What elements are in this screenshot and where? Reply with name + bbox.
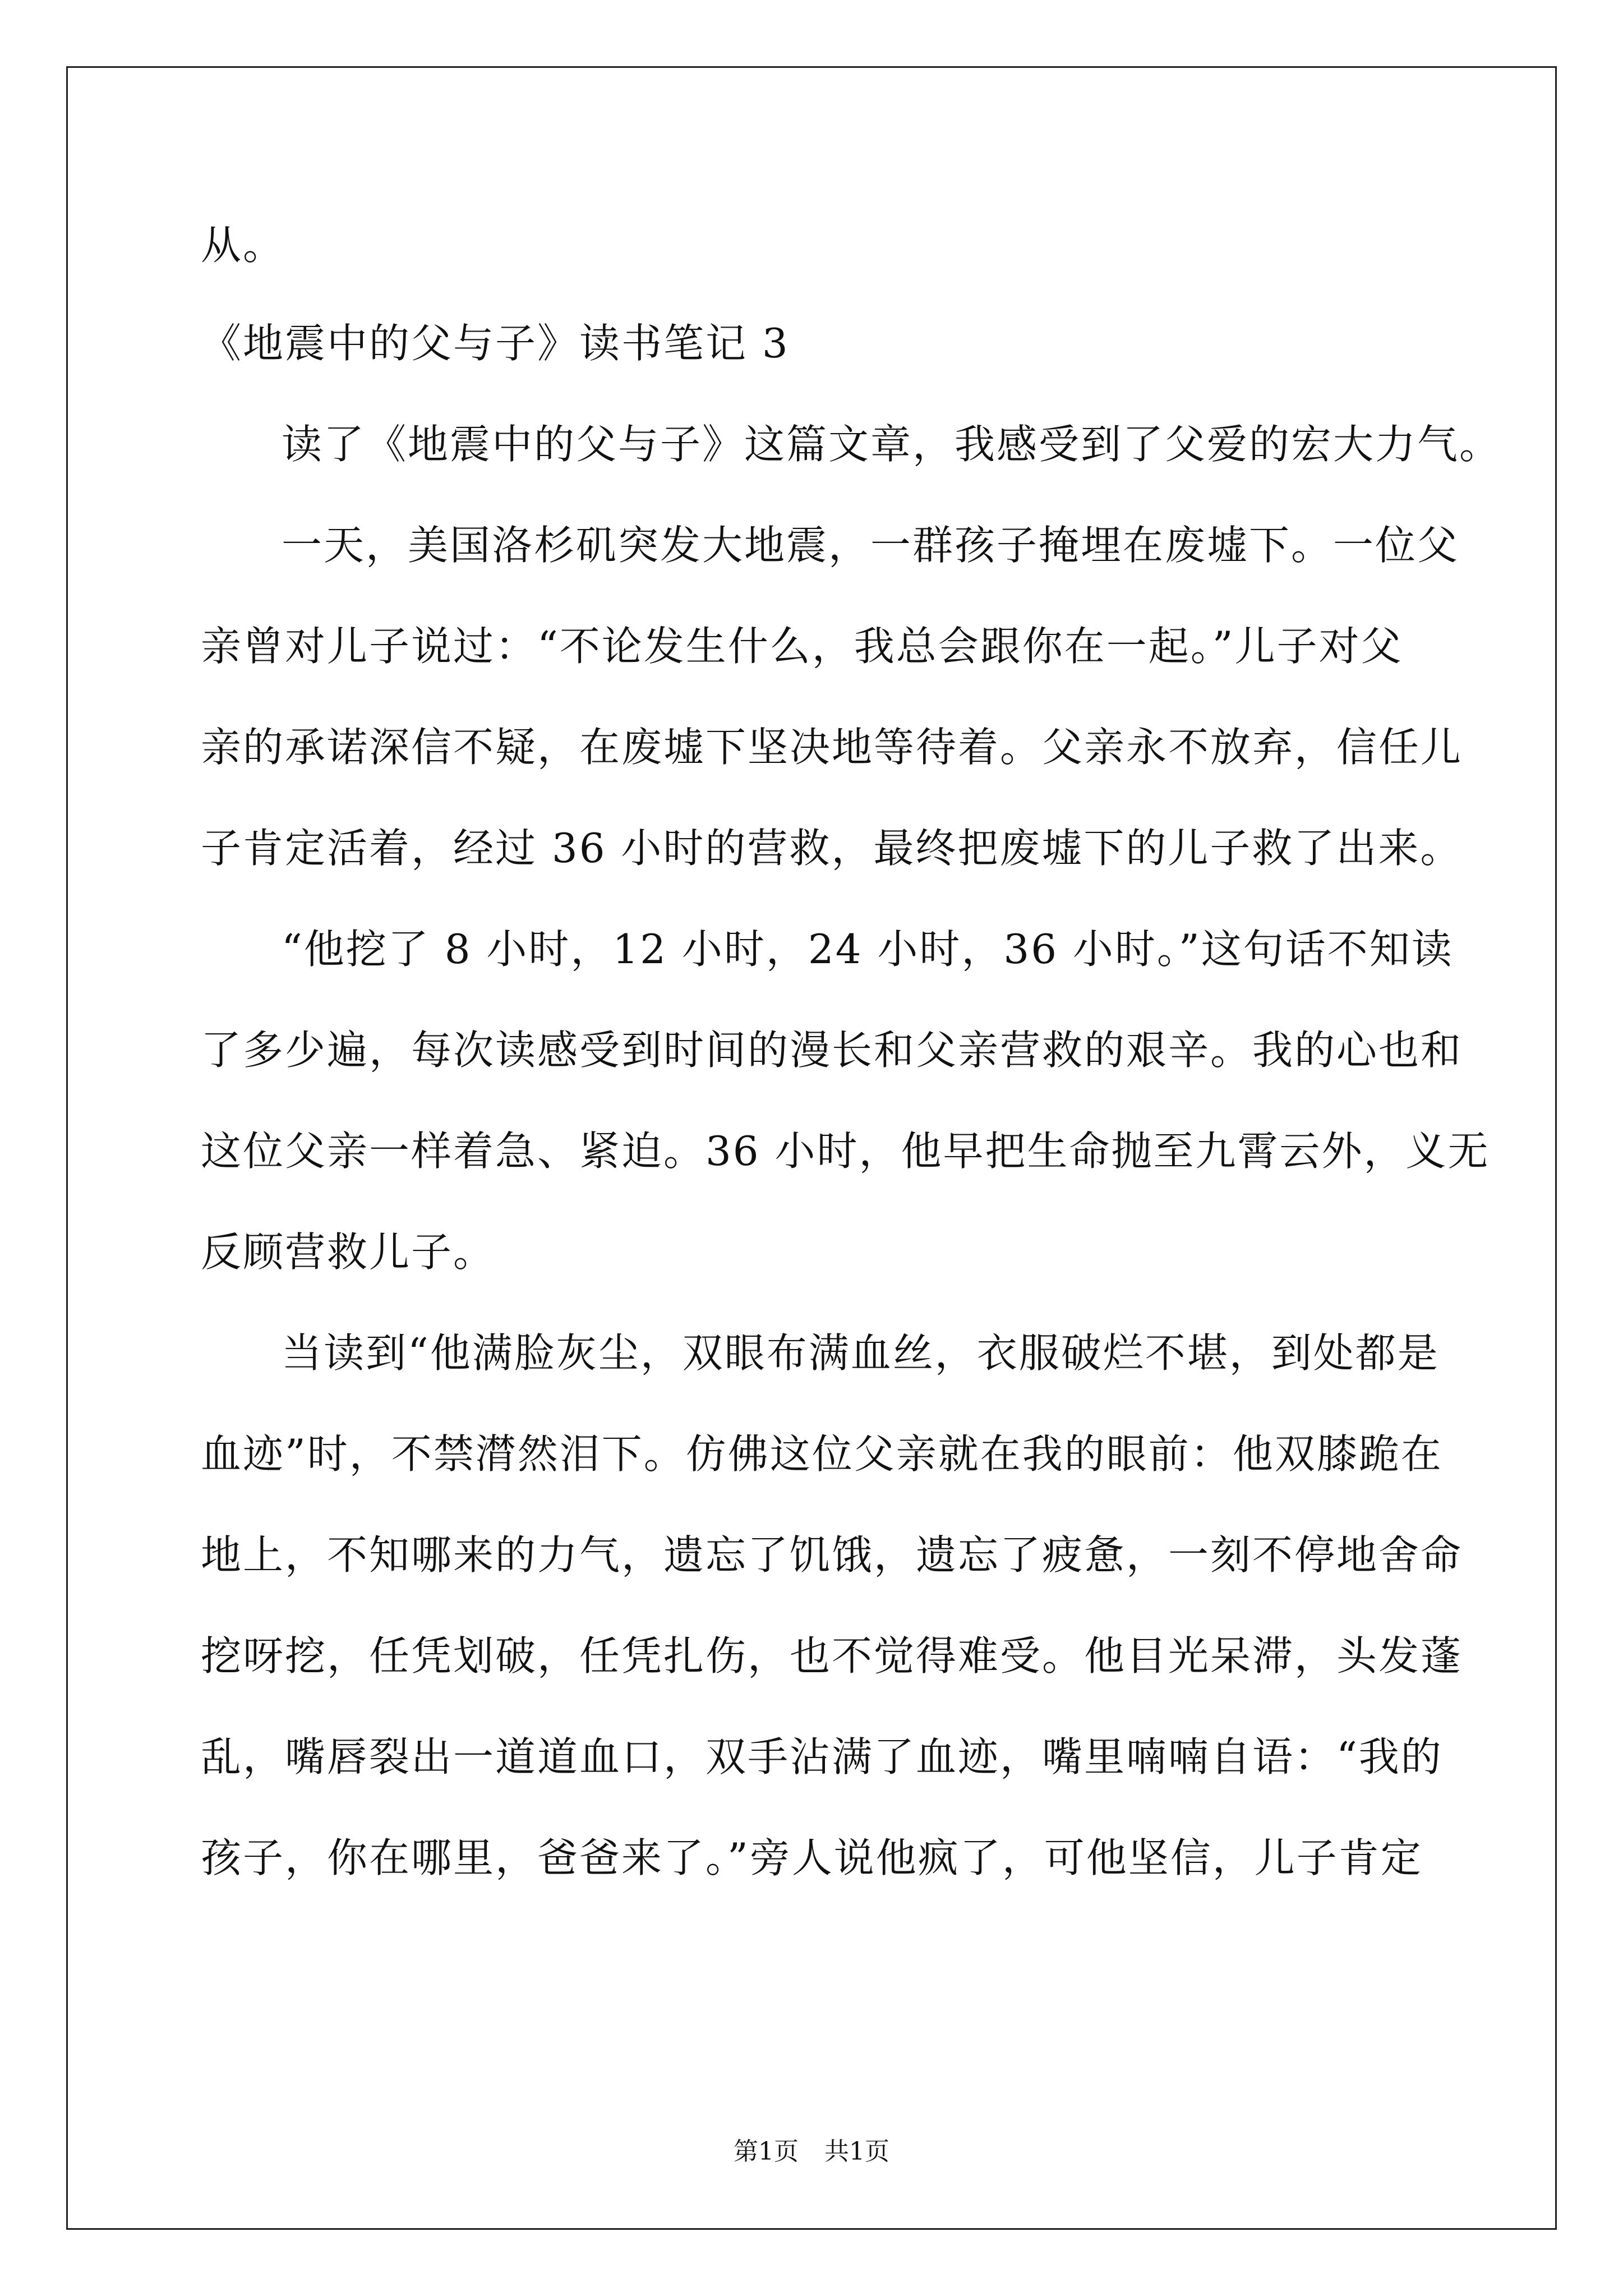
paragraph-line: 血迹”时，不禁潸然泪下。仿佛这位父亲就在我的眼前：他双膝跪在 [201,1430,1443,1478]
page-number: 第1页 [734,2137,799,2166]
paragraph-line: 反顾营救儿子。 [201,1228,496,1276]
paragraph-line: 这位父亲一样着急、紧迫。36 小时，他早把生命抛至九霄云外，义无 [201,1128,1490,1175]
page-footer [0,2136,1623,2168]
text-line: 从。 [201,222,285,269]
paragraph-line: 当读到“他满脸灰尘，双眼布满血丝，衣服破烂不堪，到处都是 [282,1329,1440,1377]
section-heading: 《地震中的父与子》读书笔记 3 [201,320,790,367]
paragraph-line: 亲的承诺深信不疑，在废墟下坚决地等待着。父亲永不放弃，信任儿 [201,724,1463,771]
paragraph-line: 了多少遍，每次读感受到时间的漫长和父亲营救的艰辛。我的心也和 [201,1027,1463,1074]
paragraph-line: “他挖了 8 小时，12 小时，24 小时，36 小时。”这句话不知读 [282,926,1454,973]
paragraph-line: 子肯定活着，经过 36 小时的营救，最终把废墟下的儿子救了出来。 [201,825,1463,872]
page-total: 共1页 [824,2137,889,2166]
paragraph-line: 一天，美国洛杉矶突发大地震，一群孩子掩埋在废墟下。一位父 [282,522,1460,569]
paragraph-line: 乱，嘴唇裂出一道道血口，双手沾满了血迹，嘴里喃喃自语：“我的 [201,1733,1443,1780]
paragraph-line: 挖呀挖，任凭划破，任凭扎伤，也不觉得难受。他目光呆滞，头发蓬 [201,1632,1463,1680]
paragraph-line: 读了《地震中的父与子》这篇文章，我感受到了父爱的宏大力气。 [282,421,1502,468]
paragraph-line: 地上，不知哪来的力气，遗忘了饥饿，遗忘了疲惫，一刻不停地舍命 [201,1531,1463,1579]
paragraph-line: 亲曾对儿子说过：“不论发生什么，我总会跟你在一起。”儿子对父 [201,623,1403,670]
paragraph-line: 孩子，你在哪里，爸爸来了。”旁人说他疯了，可他坚信，儿子肯定 [201,1834,1423,1881]
